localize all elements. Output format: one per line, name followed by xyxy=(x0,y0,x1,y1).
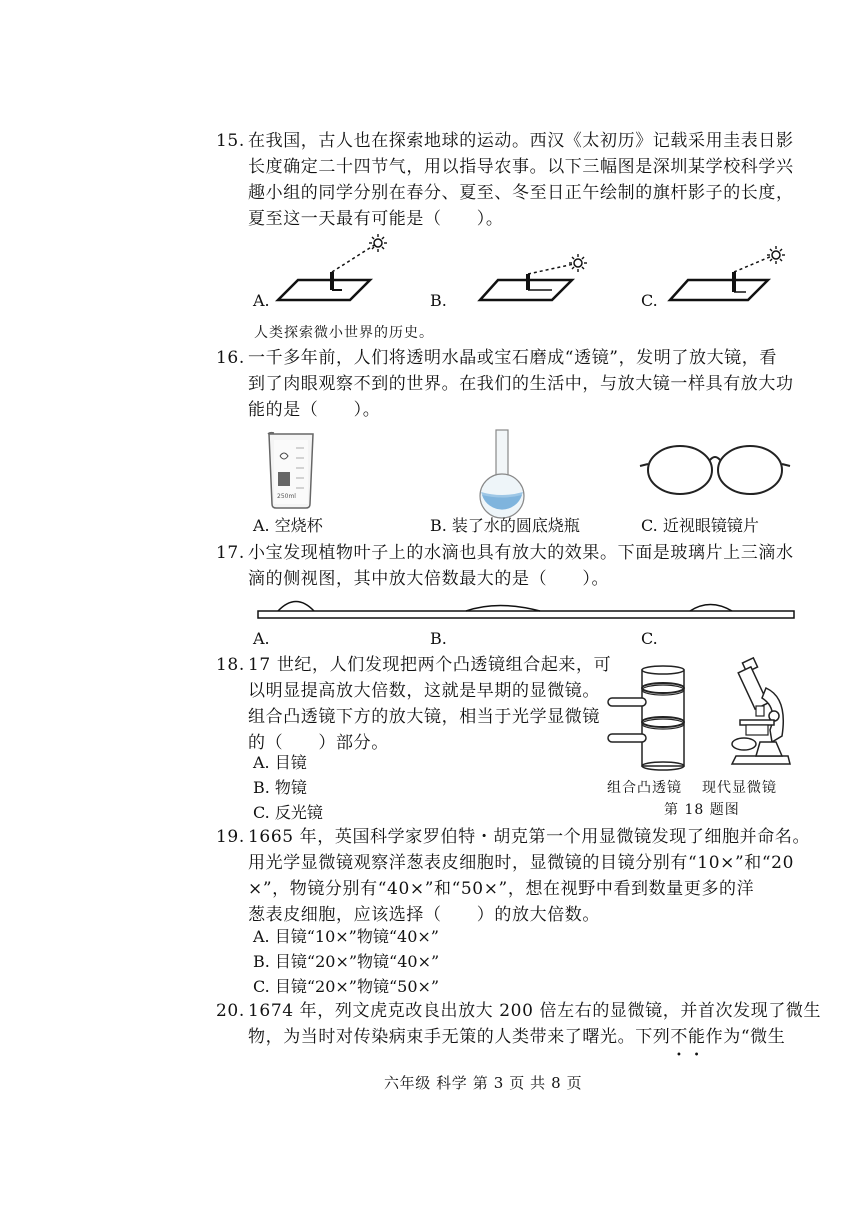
modern-microscope-caption: 现代显微镜 xyxy=(702,780,777,796)
q17-line-2: 滴的侧视图，其中放大倍数最大的是（ ）。 xyxy=(248,569,610,589)
q20-emphasis-bu: 不 xyxy=(670,1027,689,1047)
q16-option-b: B. 装了水的圆底烧瓶 xyxy=(430,516,580,535)
q18-number: 18. xyxy=(216,655,245,675)
q19-line-2: 用光学显微镜观察洋葱表皮细胞时，显微镜的目镜分别有“10×”和“20 xyxy=(248,853,794,873)
beaker-label: 250ml xyxy=(277,493,296,500)
q15-figure-a xyxy=(270,232,400,307)
q17-number: 17. xyxy=(216,543,245,563)
combined-lens-image xyxy=(606,666,696,770)
q15-option-a: A. xyxy=(253,291,270,310)
q16-line-2: 到了肉眼观察不到的世界。在我们的生活中，与放大镜一样具有放大功 xyxy=(248,374,794,394)
q20-line-2-part-b: 作为“微生 xyxy=(705,1027,786,1047)
figure-18-caption: 第 18 题图 xyxy=(664,802,740,818)
glasses-image xyxy=(640,438,790,498)
q19-number: 19. xyxy=(216,827,245,847)
q15-figure-c xyxy=(668,244,788,309)
q18-option-a: A. 目镜 xyxy=(253,753,307,772)
q19-line-4: 葱表皮细胞，应该选择（ ）的放大倍数。 xyxy=(248,905,600,925)
q20-line-1: 1674 年，列文虎克改良出放大 200 倍左右的显微镜，并首次发现了微生 xyxy=(248,1001,822,1021)
q19-line-3: ×”，物镜分别有“40×”和“50×”，想在视野中看到数量更多的洋 xyxy=(248,879,755,899)
combined-lens-caption: 组合凸透镜 xyxy=(607,780,682,796)
q18-option-b: B. 物镜 xyxy=(253,778,307,797)
q20-emphasis-neng: 能 xyxy=(688,1027,706,1047)
round-flask-image xyxy=(477,428,527,520)
q15-figure-b xyxy=(478,248,598,308)
q18-line-3: 组合凸透镜下方的放大镜，相当于光学显微镜 xyxy=(248,707,600,727)
q19-option-c: C. 目镜“20×”物镜“50×” xyxy=(253,977,440,996)
q15-option-c: C. xyxy=(641,291,658,310)
water-drops-figure xyxy=(258,594,798,624)
q15-option-b: B. xyxy=(430,291,447,310)
q18-line-4: 的（ ）部分。 xyxy=(248,733,389,753)
q16-option-a: A. 空烧杯 xyxy=(253,516,323,535)
page-footer: 六年级 科学 第 3 页 共 8 页 xyxy=(384,1074,583,1092)
q17-option-c: C. xyxy=(641,629,658,648)
q19-option-b: B. 目镜“20×”物镜“40×” xyxy=(253,952,440,971)
q16-line-3: 能的是（ ）。 xyxy=(248,400,381,420)
q16-option-c: C. 近视眼镜镜片 xyxy=(641,516,759,535)
q15-line-4: 夏至这一天最有可能是（ ）。 xyxy=(248,209,504,229)
q20-line-2-part-a: 物，为当时对传染病束手无策的人类带来了曙光。下列 xyxy=(248,1027,671,1047)
section-note: 人类探索微小世界的历史。 xyxy=(254,325,434,341)
q15-line-1: 在我国，古人也在探索地球的运动。西汉《太初历》记载采用圭表日影 xyxy=(248,131,794,151)
modern-microscope-image xyxy=(726,658,796,768)
q15-line-3: 趣小组的同学分别在春分、夏至、冬至日正午绘制的旗杆影子的长度， xyxy=(248,183,794,203)
q20-number: 20. xyxy=(216,1001,245,1021)
beaker-image xyxy=(266,430,316,510)
q20-line-2 xyxy=(248,1026,785,1048)
q19-line-1: 1665 年，英国科学家罗伯特・胡克第一个用显微镜发现了细胞并命名。 xyxy=(248,827,811,847)
q18-line-2: 以明显提高放大倍数，这就是早期的显微镜。 xyxy=(248,681,600,701)
q16-number: 16. xyxy=(216,348,245,368)
q16-line-1: 一千多年前，人们将透明水晶或宝石磨成“透镜”，发明了放大镜，看 xyxy=(248,348,777,368)
q19-option-a: A. 目镜“10×”物镜“40×” xyxy=(253,927,439,946)
q15-number: 15. xyxy=(216,131,245,151)
q17-option-b: B. xyxy=(430,629,447,648)
q18-line-1: 17 世纪，人们发现把两个凸透镜组合起来，可 xyxy=(248,655,612,675)
q15-line-2: 长度确定二十四节气，用以指导农事。以下三幅图是深圳某学校科学兴 xyxy=(248,157,794,177)
q17-option-a: A. xyxy=(253,629,270,648)
q18-option-c: C. 反光镜 xyxy=(253,803,323,822)
q17-line-1: 小宝发现植物叶子上的水滴也具有放大的效果。下面是玻璃片上三滴水 xyxy=(248,543,794,563)
